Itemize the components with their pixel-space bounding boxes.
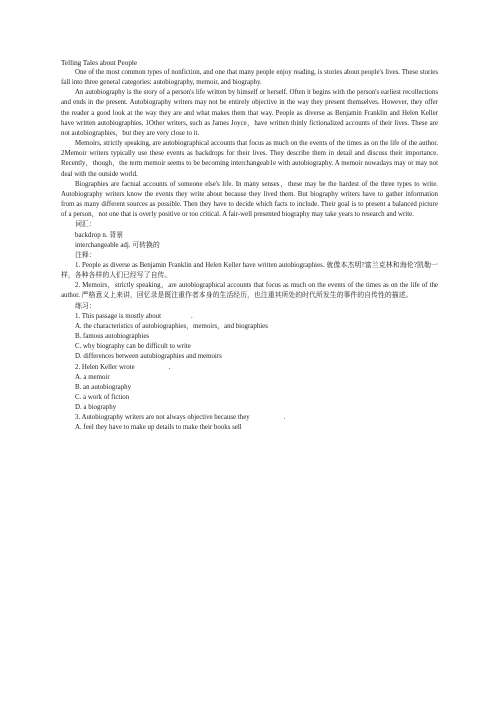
option: A. the characteristics of autobiographies，memoirs，and biographies (75, 322, 268, 330)
exercise-header: 练习： (75, 302, 96, 310)
question-text: 2. Helen Keller wrote (75, 363, 135, 371)
question-end: . (283, 414, 286, 422)
vocab-item: backdrop n. 背景 (75, 231, 124, 239)
note-item: 1. People as diverse as Benjamin Franklin and Helen Keller have written autobiographies. 就像本杰明?富兰克林和海伦?凯勒一样，各种各样的人们已经写了自传。 (61, 261, 438, 280)
question-end: . (168, 363, 171, 371)
paragraph-intro: One of the most common types of nonfiction, and one that many people enjoy reading, is stories about people's lives. These stories fall into three general categories: autobiography, memoir, and biography. (61, 69, 438, 87)
question-text: 3. Autobiography writers are not always objective because they (75, 414, 250, 422)
option: A. feel they have to make up details to make their books sell (75, 424, 242, 432)
question-text: 1. This passage is mostly about (75, 312, 162, 320)
question-2 (61, 363, 438, 373)
document-title: Telling Tales about People (61, 59, 138, 67)
option: C. why biography can be difficult to write (75, 343, 191, 351)
paragraph-autobiography: An autobiography is the story of a person's life written by himself or herself. Often it begins with the person's earliest recollections and ends in the present. Autobiography writers may not be entirely objective in the way they present themselves. However, they offer the reader a good look at the way they are and what makes them that way. People as diverse as Benjamin Franklin and Helen Keller have written autobiographies. 1Other writers, such as James Joyce，have written thinly fictionalized accounts of their lives. These are not autobiographies，but they are very close to it. (61, 89, 438, 137)
option: D. a biography (75, 404, 117, 412)
option: D. differences between autobiographies and memoirs (75, 353, 222, 361)
vocab-item: interchangeable adj. 可转换的 (75, 241, 160, 249)
option: B. an autobiography (75, 383, 132, 391)
question-end: . (191, 312, 193, 320)
option: C. a work of fiction (75, 394, 130, 401)
option: A. a memoir (75, 373, 110, 381)
paragraph-biographies: Biographies are factual accounts of someone else's life. In many senses，these may be the hardest of the three types to write. Autobiography writers know the events they write about because they lived them. But biography writers have to gather information from as many different sources as possible. Then they have to decide which facts to include. Their goal is to present a balanced picture of a person，not one that is overly positive or too critical. A fair-well presented biography may take years to research and write. (61, 180, 438, 219)
note-item: 2. Memoirs，strictly speaking，are autobiographical accounts that focus as much on the events of the times as on the life of the author. 严格意义上来讲，回忆录是既注重作者本身的生活经历，也注重其所处的时代所发生的事件的自传性的描述。 (61, 282, 438, 300)
question-1 (61, 312, 438, 322)
paragraph-memoirs: Memoirs, strictly speaking, are autobiographical accounts that focus as much on the events of the times as on the life of the author. 2Memoir writers typically use these events as backdrops for their lives. They describe them in detail and discuss their importance. Recently，though，the term memoir seems to be becoming interchangeab1e with autobiography. A memoir nowadays may or may not deal with the outside world. (61, 140, 438, 178)
vocab-header: 词汇： (75, 221, 96, 229)
option: B. famous autobiographies (75, 333, 150, 341)
notes-header: 注释： (75, 251, 96, 259)
question-3 (61, 413, 438, 423)
